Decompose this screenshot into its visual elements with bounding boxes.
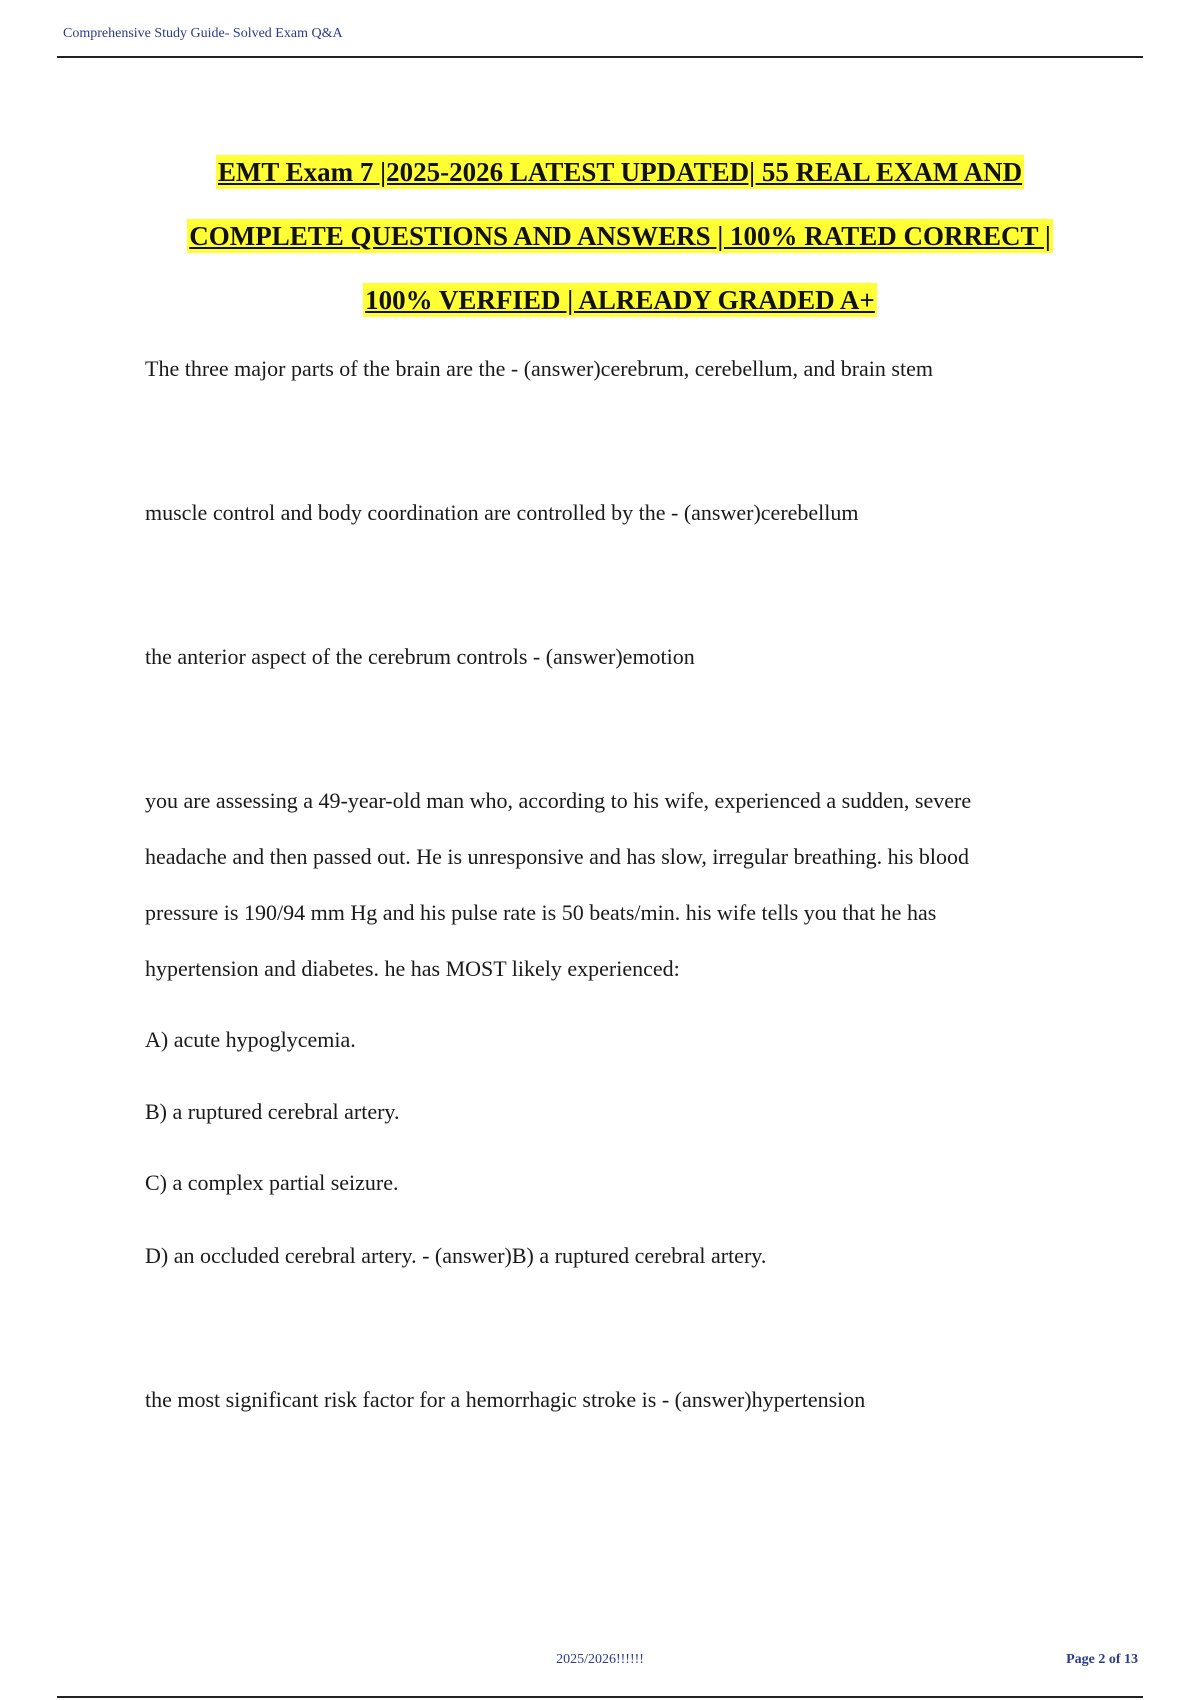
option-d-answer: D) an occluded cerebral artery. - (answer)B) a ruptured cerebral artery. [145,1243,767,1268]
question-4-line-2: headache and then passed out. He is unresponsive and has slow, irregular breathing. his blood [145,844,969,869]
question-4-line-4: hypertension and diabetes. he has MOST likely experienced: [145,956,680,981]
option-b: B) a ruptured cerebral artery. [145,1099,400,1124]
title-line-3: 100% VERFIED | ALREADY GRADED A+ [365,285,875,315]
qa-item-5: the most significant risk factor for a hemorrhagic stroke is - (answer)hypertension [145,1387,866,1412]
question-4-line-1: you are assessing a 49-year-old man who, according to his wife, experienced a sudden, severe [145,788,972,813]
option-a: A) acute hypoglycemia. [145,1027,356,1052]
qa-item-1: The three major parts of the brain are the - (answer)cerebrum, cerebellum, and brain stem [145,356,933,381]
footer-divider [57,1696,1143,1698]
qa-item-3: the anterior aspect of the cerebrum controls - (answer)emotion [145,644,695,669]
footer-year: 2025/2026!!!!!! [556,1652,644,1667]
qa-item-2: muscle control and body coordination are controlled by the - (answer)cerebellum [145,500,859,525]
title-line-2: COMPLETE QUESTIONS AND ANSWERS | 100% RATED CORRECT | [189,221,1051,251]
header-text: Comprehensive Study Guide- Solved Exam Q&A [63,26,343,41]
document-title [90,140,1150,332]
page-number: Page 2 of 13 [1066,1652,1138,1667]
question-4-line-3: pressure is 190/94 mm Hg and his pulse rate is 50 beats/min. his wife tells you that he has [145,900,937,925]
page-header [57,26,1143,58]
option-c: C) a complex partial seizure. [145,1170,399,1195]
title-line-1: EMT Exam 7 |2025-2026 LATEST UPDATED| 55 REAL EXAM AND [217,157,1023,187]
